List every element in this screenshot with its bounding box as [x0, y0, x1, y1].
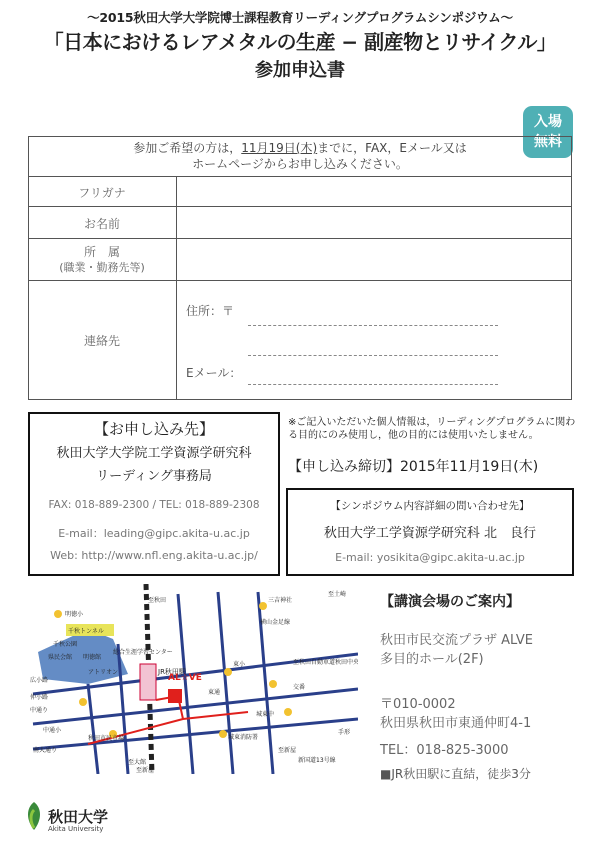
- map-graphic: [28, 584, 358, 774]
- svg-text:秋田市民市場: 秋田市民市場: [88, 735, 125, 742]
- university-logo-icon: [22, 800, 46, 832]
- svg-text:東小: 東小: [233, 661, 246, 668]
- station-label: JR秋田駅: [158, 668, 186, 676]
- name-label: お名前: [83, 217, 120, 231]
- badge-line1: 入場: [534, 114, 562, 130]
- university-name-en: Akita University: [48, 825, 104, 833]
- symposium-subtitle: 〜2015秋田大学大学院博士課程教育リーディングプログラムシンポジウム〜: [87, 10, 513, 25]
- station: [140, 664, 156, 700]
- svg-text:至大館: 至大館: [128, 759, 147, 766]
- svg-text:中通小: 中通小: [43, 727, 62, 734]
- svg-text:東通: 東通: [208, 689, 221, 696]
- venue-address: 秋田県秋田市東通仲町4-1: [380, 716, 532, 731]
- alve-label: AL☆VE: [168, 673, 202, 683]
- alve-marker: [168, 689, 182, 703]
- furigana-label: フリガナ: [78, 186, 126, 200]
- venue-heading: 【講演会場のご案内】: [380, 594, 520, 610]
- name-field[interactable]: [177, 207, 571, 238]
- venue-tel: TEL：018-825-3000: [380, 743, 509, 758]
- venue-hall: 多目的ホール(2F): [380, 652, 484, 667]
- deadline: 【申し込み締切】2015年11月19日(木): [288, 459, 539, 475]
- svg-text:横山金足線: 横山金足線: [260, 619, 291, 626]
- email-field[interactable]: [177, 361, 571, 399]
- svg-text:明徳館: 明徳館: [83, 654, 102, 661]
- svg-text:至新屋: 至新屋: [136, 767, 155, 774]
- page-heading: 参加申込書: [255, 60, 345, 81]
- affiliation-sublabel: (職業・勤務先等): [59, 261, 145, 274]
- email-label: Eメール：: [186, 366, 242, 380]
- venue-name: 秋田市民交流プラザ ALVE: [380, 633, 533, 648]
- svg-text:至秋田: 至秋田: [148, 597, 167, 604]
- apply-web[interactable]: Web: http://www.nfl.eng.akita-u.ac.jp/: [50, 549, 258, 562]
- svg-text:千秋トンネル: 千秋トンネル: [68, 628, 104, 635]
- furigana-field[interactable]: [177, 177, 571, 206]
- affiliation-label: 所 属: [83, 245, 120, 259]
- inquiry-heading: 【シンポジウム内容詳細の問い合わせ先】: [330, 500, 530, 512]
- university-name: 秋田大学: [48, 808, 109, 826]
- notice-date: 11月19日(木): [241, 141, 318, 155]
- inquiry-email[interactable]: E-mail: yosikita@gipc.akita-u.ac.jp: [335, 551, 525, 564]
- svg-text:新国道13号線: 新国道13号線: [298, 757, 336, 764]
- svg-text:アトリオン: アトリオン: [88, 669, 118, 676]
- venue-access: ■JR秋田駅に直結，徒歩3分: [380, 767, 531, 781]
- svg-text:中通り: 中通り: [30, 707, 49, 714]
- address-field[interactable]: [177, 282, 571, 360]
- apply-fax-tel: FAX: 018-889-2300 / TEL: 018-889-2308: [48, 499, 260, 511]
- inquiry-contact: 秋田大学工学資源学研究科 北 良行: [323, 526, 537, 541]
- form-notice: [28, 136, 572, 176]
- svg-text:城東消防署: 城東消防署: [228, 734, 259, 741]
- svg-text:手形: 手形: [338, 729, 351, 736]
- svg-text:至新屋: 至新屋: [278, 747, 297, 754]
- svg-text:千秋公園: 千秋公園: [53, 641, 78, 648]
- svg-text:総合生涯学習センター: 総合生涯学習センター: [113, 649, 173, 656]
- notice-line2: ホームページからお申し込みください。: [192, 157, 408, 171]
- svg-text:広小路: 広小路: [30, 677, 49, 684]
- apply-email[interactable]: E-mail：leading@gipc.akita-u.ac.jp: [58, 527, 250, 540]
- svg-text:三吉神社: 三吉神社: [268, 597, 293, 604]
- svg-text:明徳小: 明徳小: [65, 611, 84, 618]
- svg-text:至土崎: 至土崎: [328, 591, 347, 598]
- svg-text:至秋田自動車道秋田中央IC: 至秋田自動車道秋田中央IC: [293, 659, 358, 666]
- apply-office: リーディング事務局: [96, 469, 212, 484]
- svg-text:南大通り: 南大通り: [33, 747, 58, 754]
- svg-text:仲小路: 仲小路: [30, 694, 49, 701]
- apply-heading: 【お申し込み先】: [93, 420, 214, 438]
- notice-prefix: 参加ご希望の方は，: [133, 141, 242, 155]
- symposium-title: 「日本におけるレアメタルの生産 − 副産物とリサイクル」: [43, 30, 557, 54]
- privacy-note: ※ご記入いただいた個人情報は，リーディングプログラムに関わる目的にのみ使用し，他の目的には使用いたしません。: [288, 417, 576, 441]
- address-label: 住所：〒: [186, 304, 235, 318]
- badge-line2: 無料: [534, 134, 562, 150]
- svg-text:交番: 交番: [293, 684, 306, 691]
- form-divider: [28, 280, 572, 281]
- venue-zip: 〒010-0002: [380, 697, 456, 712]
- venue-map: [28, 584, 358, 774]
- apply-organization: 秋田大学大学院工学資源学研究科: [56, 446, 252, 461]
- affiliation-field[interactable]: [177, 239, 571, 280]
- contact-label: 連絡先: [83, 334, 120, 348]
- svg-text:県民会館: 県民会館: [48, 654, 73, 661]
- notice-suffix: までに，FAX，Eメール又は: [317, 141, 467, 155]
- svg-text:城東中: 城東中: [256, 711, 275, 718]
